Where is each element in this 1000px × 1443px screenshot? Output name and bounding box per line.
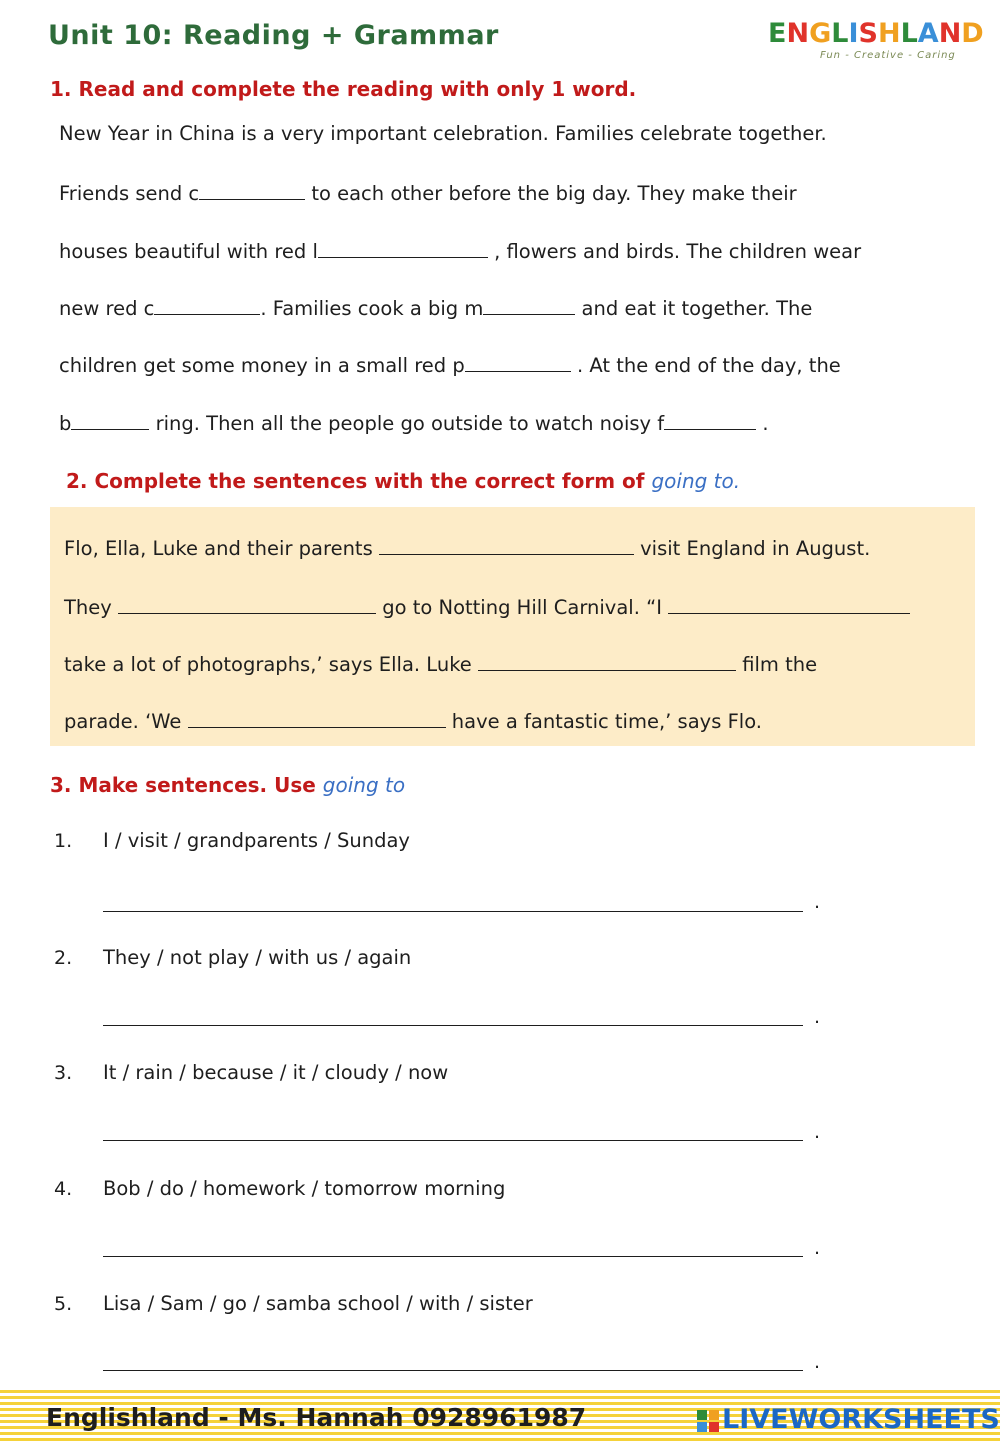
reading-text: new red c	[59, 297, 155, 320]
end-dot: .	[814, 1237, 821, 1259]
section2-heading-emphasis: going to.	[651, 469, 741, 493]
going-to-line-2	[64, 595, 910, 619]
blank-clothes[interactable]	[154, 296, 260, 315]
item-prompt: I / visit / grandparents / Sunday	[103, 829, 410, 852]
reading-text: and eat it together. The	[575, 297, 813, 320]
blank-going-to-4[interactable]	[478, 652, 736, 671]
liveworksheets-brand: LIVEWORKSHEETS	[722, 1404, 1000, 1435]
section2-heading	[66, 469, 740, 493]
blank-lanterns[interactable]	[318, 239, 488, 258]
item-prompt: Lisa / Sam / go / samba school / with / sister	[103, 1292, 533, 1315]
blank-bells[interactable]	[71, 411, 149, 430]
englishland-logo	[768, 18, 984, 49]
reading-line-6	[59, 411, 769, 435]
logo-letter: G	[809, 18, 832, 49]
logo-letter: I	[848, 18, 859, 49]
reading-line-4	[59, 296, 812, 320]
reading-text: .	[756, 412, 769, 435]
page-title: Unit 10: Reading + Grammar	[48, 20, 499, 51]
reading-text: children get some money in a small red p	[59, 354, 465, 377]
item-prompt: It / rain / because / it / cloudy / now	[103, 1061, 449, 1084]
reading-text: ring. Then all the people go outside to watch noisy f	[149, 412, 665, 435]
reading-line-3	[59, 239, 861, 263]
reading-text: . At the end of the day, the	[570, 354, 841, 377]
going-to-text: parade. ‘We	[64, 710, 188, 733]
reading-line-5	[59, 353, 841, 377]
reading-text: b	[59, 412, 72, 435]
item-prompt: They / not play / with us / again	[103, 946, 412, 969]
item-prompt: Bob / do / homework / tomorrow morning	[103, 1177, 506, 1200]
going-to-line-3	[64, 652, 817, 676]
end-dot: .	[814, 1006, 821, 1028]
reading-text: . Families cook a big m	[260, 297, 484, 320]
going-to-text: visit England in August.	[633, 537, 871, 560]
blank-meal[interactable]	[483, 296, 575, 315]
logo-letter: S	[858, 18, 878, 49]
blank-going-to-5[interactable]	[188, 709, 446, 728]
item-number: 3.	[54, 1062, 73, 1084]
logo-letter: N	[938, 18, 962, 49]
section2-heading-text: 2. Complete the sentences with the correct form of	[66, 469, 652, 493]
going-to-line-1	[64, 536, 870, 560]
end-dot: .	[814, 1121, 821, 1143]
going-to-text: Flo, Ella, Luke and their parents	[64, 537, 379, 560]
reading-line-2	[59, 181, 797, 205]
logo-letter: L	[900, 18, 918, 49]
logo-letter: D	[961, 18, 984, 49]
footer-credit: Englishland - Ms. Hannah 0928961987	[46, 1403, 587, 1432]
going-to-line-4	[64, 709, 762, 733]
logo-letter: N	[786, 18, 810, 49]
reading-text: , flowers and birds. The children wear	[487, 240, 862, 263]
blank-packet[interactable]	[465, 353, 571, 372]
logo-letter: H	[877, 18, 901, 49]
reading-text: New Year in China is a very important celebration. Families celebrate together.	[59, 122, 827, 145]
going-to-text: They	[64, 596, 119, 619]
section3-heading-text: 3. Make sentences. Use	[50, 773, 323, 797]
logo-letter: A	[917, 18, 939, 49]
blank-fireworks[interactable]	[664, 411, 756, 430]
answer-line-5[interactable]	[103, 1370, 803, 1371]
blank-going-to-3[interactable]	[668, 595, 910, 614]
logo-letter: L	[831, 18, 849, 49]
item-number: 2.	[54, 947, 73, 969]
going-to-text: take a lot of photographs,’ says Ella. Luke	[64, 653, 478, 676]
item-number: 1.	[54, 830, 73, 852]
section1-heading: 1. Read and complete the reading with only 1 word.	[50, 77, 637, 101]
blank-going-to-1[interactable]	[379, 536, 634, 555]
going-to-text: film the	[736, 653, 818, 676]
reading-line-1	[59, 122, 827, 145]
reading-text: Friends send c	[59, 182, 200, 205]
liveworksheets-icon	[697, 1410, 719, 1432]
going-to-text: go to Notting Hill Carnival. “I	[376, 596, 669, 619]
logo-tagline: Fun - Creative - Caring	[820, 50, 956, 61]
answer-line-4[interactable]	[103, 1256, 803, 1257]
end-dot: .	[814, 1351, 821, 1373]
reading-text: houses beautiful with red l	[59, 240, 318, 263]
answer-line-1[interactable]	[103, 911, 803, 912]
item-number: 5.	[54, 1293, 73, 1315]
reading-text: to each other before the big day. They make their	[305, 182, 797, 205]
answer-line-3[interactable]	[103, 1140, 803, 1141]
logo-letter: E	[768, 18, 787, 49]
item-number: 4.	[54, 1178, 73, 1200]
going-to-text: have a fantastic time,’ says Flo.	[445, 710, 762, 733]
end-dot: .	[814, 891, 821, 913]
blank-cards[interactable]	[199, 181, 305, 200]
section3-heading-emphasis: going to	[322, 773, 406, 797]
section3-heading	[50, 773, 405, 797]
answer-line-2[interactable]	[103, 1025, 803, 1026]
blank-going-to-2[interactable]	[118, 595, 376, 614]
